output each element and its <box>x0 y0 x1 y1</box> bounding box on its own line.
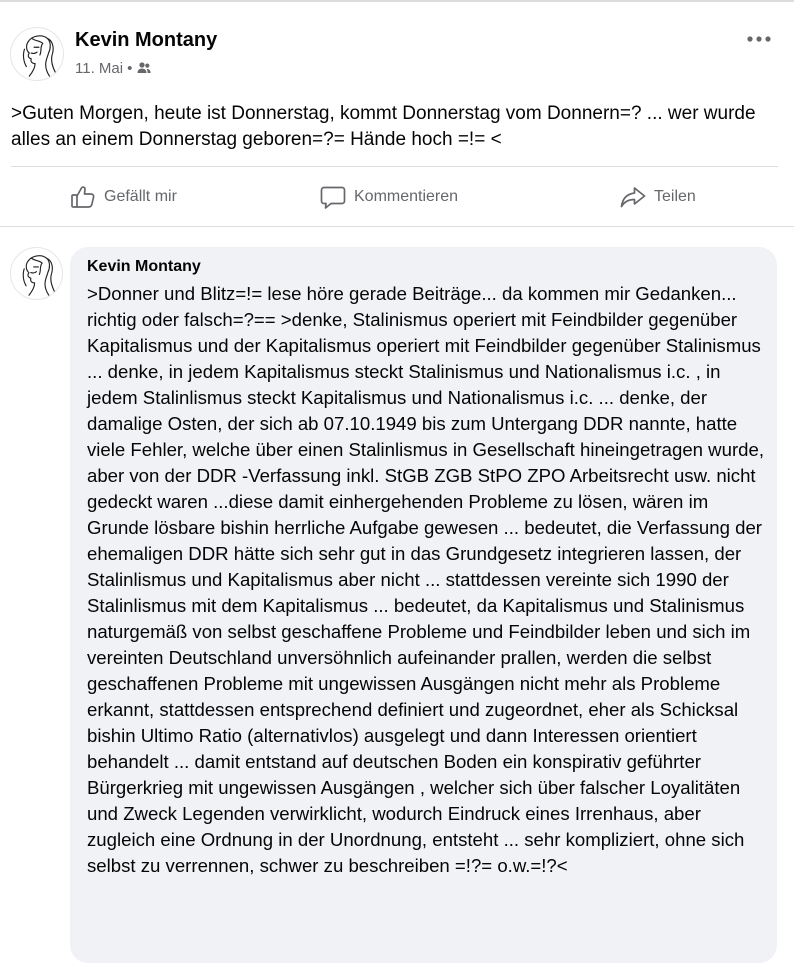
post-author-name[interactable]: Kevin Montany <box>75 29 218 51</box>
share-arrow-icon <box>620 184 646 210</box>
comment-text: >Donner und Blitz=!= lese höre gerade Beiträge... da kommen mir Gedanken... richtig oder falsch=?== >denke, Stalinismus operiert mit Feindbilder gegenüber Kapitalismus und der Kapitalismus operiert mit Feindbilder gegenüber Stalinismus ... denke, in jedem Kapitalismus steckt Stalinismus und Nationalismus i.c. , in jedem Stalinlismus steckt Kapitalismus und Nationalismus i.c. ... denke, der damalige Osten, der sich ab 07.10.1949 bis zum Untergang DDR nannte, hatte viele Fehler, welche über einen Stalinlismus in Gesellschaft hineingetragen wurde, aber von der DDR -Verfassung inkl. StGB ZGB StPO ZPO Arbeitsrecht usw. nicht gedeckt waren ...diese damit einhergehenden Probleme zu lösen, wären im Grunde lösbare bishin herrliche Aufgabe gewesen ... bedeutet, die Verfassung der ehemaligen DDR hätte sich sehr gut in das Grundgesetz integrieren lassen, der Stalinlismus und Kapitalismus aber nicht ... stattdessen vereinte sich 1990 der Stalinlismus mit dem Kapitalismus ... bedeutet, da Kapitalismus und Stalinismus naturgemäß von selbst geschaffene Probleme und Feindbilder leben und sich im vereinten Deutschland unversöhnlich aufeinander prallen, werden die selbst geschaffenen Probleme mit ungewissen Ausgängen nicht mehr als Probleme erkannt, stattdessen entsprechend definiert und zugeordnet, eher als Schicksal bishin Ultimo Ratio (alternativlos) ausgelegt und dann Interessen orientiert behandelt ... damit entstand auf deutschen Boden ein konspirativ geführter Bürgerkrieg mit ungewissen Ausgängen , welcher sich über falscher Loyalitäten und Zweck Legenden verwirklicht, wodurch Eindruck eines Irrenhaus, aber zugleich eine Ordnung in der Unordnung, entsteht ... sehr kompliziert, ohne sich selbst zu verrennen, schwer zu beschreiben =!?= o.w.=!?< <box>87 283 764 876</box>
post-date[interactable]: 11. Mai <box>75 59 124 77</box>
share-button[interactable] <box>620 180 696 214</box>
like-button[interactable] <box>70 180 177 214</box>
avatar-sketch-icon <box>11 248 62 299</box>
post-divider <box>11 166 778 167</box>
comment-label: Kommentieren <box>354 188 459 205</box>
post-text: >Guten Morgen, heute ist Donnerstag, kommt Donnerstag vom Donnern=? ... wer wurde alles an einem Donnerstag geboren=?= Hände hoch =!= < <box>11 103 756 150</box>
comment-button[interactable] <box>320 180 458 214</box>
comment-author-name[interactable]: Kevin Montany <box>87 258 201 275</box>
speech-bubble-icon <box>320 184 346 210</box>
thumbs-up-icon <box>70 184 96 210</box>
avatar-sketch-icon <box>11 28 63 80</box>
more-dots-icon <box>746 35 772 43</box>
meta-separator: • <box>127 59 133 77</box>
post-options-button[interactable] <box>744 30 774 48</box>
comment-author-avatar[interactable] <box>10 247 63 300</box>
post-author-avatar[interactable] <box>10 27 64 81</box>
actions-divider <box>0 226 794 227</box>
like-label: Gefällt mir <box>104 188 177 205</box>
friends-icon[interactable] <box>136 60 152 76</box>
post-meta <box>75 58 152 78</box>
share-label: Teilen <box>654 188 696 205</box>
top-divider <box>0 0 794 2</box>
